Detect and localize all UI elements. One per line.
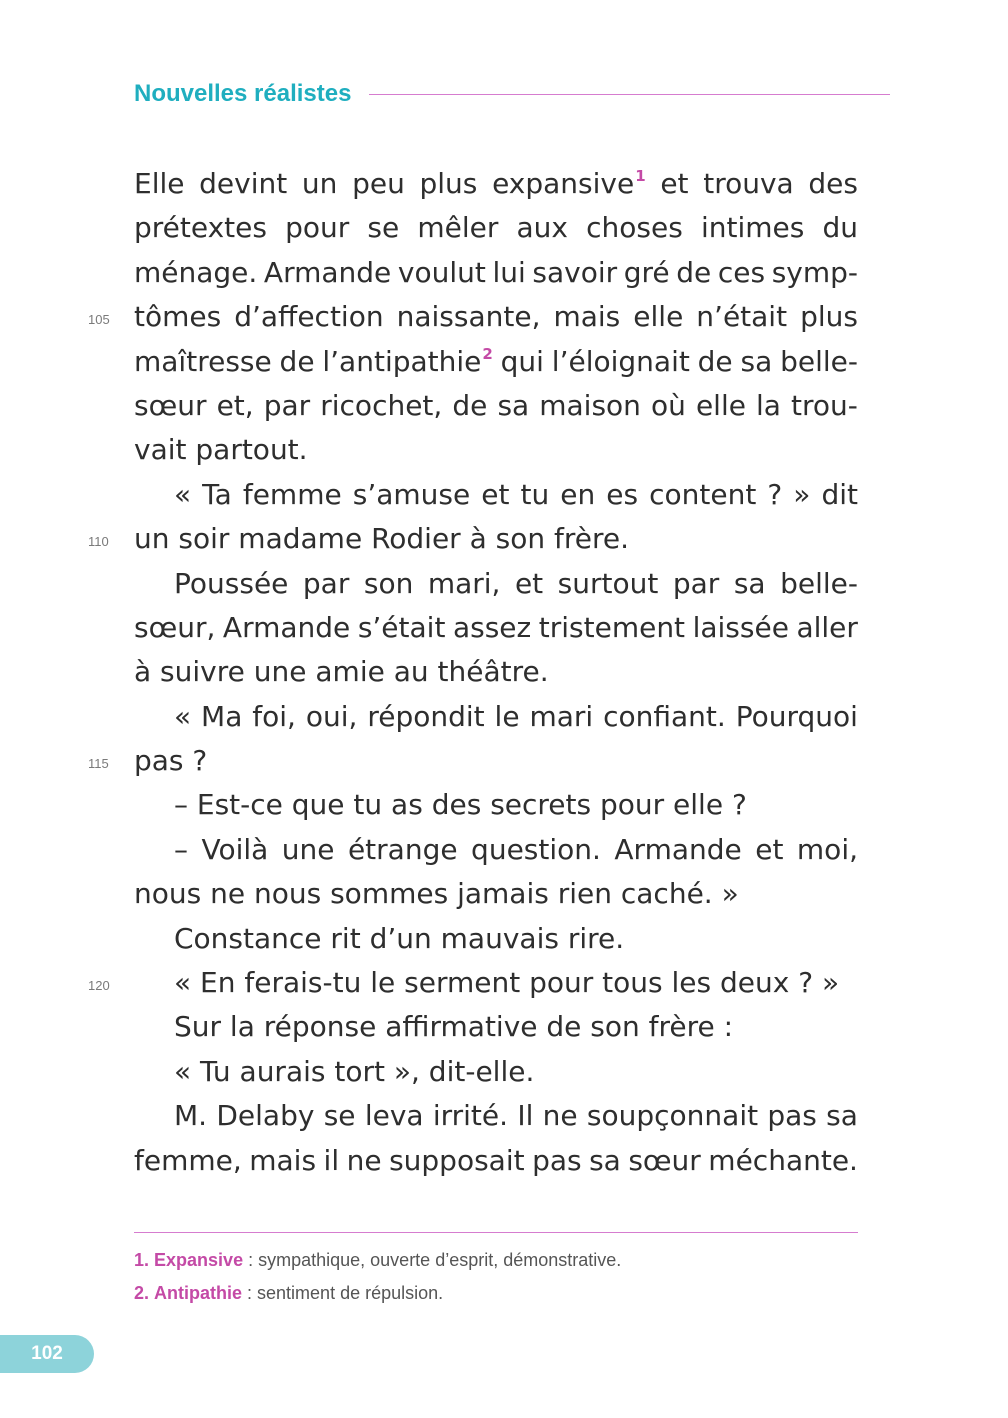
word: la bbox=[756, 388, 781, 422]
word: l’éloignait bbox=[551, 344, 690, 378]
word: tu bbox=[520, 477, 550, 511]
word: moi, bbox=[796, 832, 858, 866]
footnote-definition: : sentiment de répulsion. bbox=[242, 1283, 444, 1303]
line-text: nous ne nous sommes jamais rien caché. » bbox=[134, 877, 739, 911]
word: elle bbox=[695, 388, 746, 422]
word: Armande bbox=[222, 610, 351, 644]
word: elle bbox=[633, 300, 684, 334]
word: foi, bbox=[252, 699, 296, 733]
word: pour bbox=[285, 211, 350, 245]
section-title: Nouvelles réalistes bbox=[134, 80, 352, 107]
word: par bbox=[302, 566, 350, 600]
word: étrange bbox=[347, 832, 458, 866]
word: Delaby bbox=[216, 1099, 315, 1133]
word: de bbox=[676, 255, 712, 289]
line-number: 110 bbox=[88, 534, 109, 549]
word: surtout bbox=[557, 566, 659, 600]
page-number-tab bbox=[0, 1335, 94, 1373]
word: sœur bbox=[628, 1143, 701, 1177]
word: pas bbox=[532, 1143, 582, 1177]
word: mais bbox=[249, 1143, 317, 1177]
footnote-2 bbox=[134, 1279, 858, 1312]
line-number: 120 bbox=[88, 978, 110, 993]
word: symp- bbox=[771, 255, 858, 289]
word: Armande bbox=[614, 832, 742, 866]
word: Il bbox=[517, 1099, 534, 1133]
word: leva bbox=[364, 1099, 424, 1133]
text-line bbox=[134, 828, 858, 872]
word: Elle bbox=[134, 167, 185, 200]
word: des bbox=[808, 167, 858, 200]
footnote-term: Expansive bbox=[154, 1250, 244, 1270]
text-line bbox=[134, 1050, 858, 1094]
text-line bbox=[134, 650, 858, 694]
page-number: 102 bbox=[31, 1343, 63, 1364]
word: se bbox=[367, 211, 400, 245]
word: le bbox=[494, 699, 520, 733]
word: irrité. bbox=[432, 1099, 509, 1133]
word: Poussée bbox=[174, 566, 289, 600]
word: sœur, bbox=[134, 610, 216, 644]
word: prétextes bbox=[134, 211, 267, 245]
text-line bbox=[134, 1094, 858, 1138]
word: l’antipathie$^2$ bbox=[322, 344, 493, 378]
word: » bbox=[793, 477, 811, 511]
text-line bbox=[134, 162, 858, 206]
word: ne bbox=[346, 1143, 382, 1177]
word: s’amuse bbox=[352, 477, 471, 511]
line-text: Constance rit d’un mauvais rire. bbox=[174, 921, 625, 955]
line-text: Sur la réponse affirmative de son frère : bbox=[174, 1010, 734, 1044]
word: répondit bbox=[367, 699, 485, 733]
word: belle- bbox=[780, 344, 858, 378]
word: d’affection bbox=[234, 300, 384, 334]
word: de bbox=[697, 344, 733, 378]
word: femme, bbox=[134, 1143, 242, 1177]
footnote-number: 1. bbox=[134, 1250, 150, 1270]
word: intimes bbox=[700, 211, 805, 245]
running-header bbox=[134, 78, 890, 110]
word: Armande bbox=[263, 255, 392, 289]
word: et, bbox=[216, 388, 254, 422]
word: Ma bbox=[201, 699, 243, 733]
word: choses bbox=[586, 211, 683, 245]
word: es bbox=[606, 477, 639, 511]
footnotes bbox=[134, 1246, 858, 1312]
word: du bbox=[822, 211, 858, 245]
word: mari bbox=[529, 699, 594, 733]
word: un bbox=[301, 167, 338, 200]
word: aux bbox=[516, 211, 568, 245]
footnote-number: 2. bbox=[134, 1283, 150, 1303]
word: se bbox=[323, 1099, 356, 1133]
word: ? bbox=[767, 477, 783, 511]
word: sa bbox=[733, 566, 766, 600]
word: sa bbox=[589, 1143, 621, 1177]
footnote-term: Antipathie bbox=[154, 1283, 243, 1303]
word: supposait bbox=[389, 1143, 525, 1177]
text-line bbox=[134, 517, 858, 561]
line-text: « En ferais-tu le serment pour tous les deux ? » bbox=[174, 966, 840, 1000]
text-line bbox=[134, 206, 858, 250]
word: n’était bbox=[696, 300, 788, 334]
word: plus bbox=[800, 300, 858, 334]
word: ces bbox=[717, 255, 766, 289]
word: content bbox=[649, 477, 757, 511]
word: et bbox=[514, 566, 544, 600]
word: et bbox=[660, 167, 689, 200]
word: « bbox=[174, 477, 192, 511]
text-line bbox=[134, 295, 858, 339]
word: – bbox=[174, 832, 188, 866]
word: devint bbox=[199, 167, 288, 200]
word: savoir bbox=[532, 255, 618, 289]
word: Voilà bbox=[201, 832, 269, 866]
line-text: à suivre une amie au théâtre. bbox=[134, 655, 549, 689]
word: tristement bbox=[538, 610, 686, 644]
word: aller bbox=[796, 610, 858, 644]
word: lui bbox=[492, 255, 526, 289]
word: il bbox=[323, 1143, 340, 1177]
word: sœur bbox=[134, 388, 207, 422]
text-line bbox=[134, 384, 858, 428]
word: de bbox=[279, 344, 315, 378]
footnote-definition: : sympathique, ouverte d’esprit, démonstrative. bbox=[243, 1250, 622, 1270]
word: par bbox=[263, 388, 311, 422]
word: ménage. bbox=[134, 255, 258, 289]
word: sa bbox=[826, 1099, 858, 1133]
word: et bbox=[481, 477, 510, 511]
word: où bbox=[651, 388, 686, 422]
word: question. bbox=[471, 832, 601, 866]
word: son bbox=[363, 566, 414, 600]
header-rule bbox=[369, 94, 890, 95]
line-text: un soir madame Rodier à son frère. bbox=[134, 522, 630, 556]
word: ricochet, bbox=[320, 388, 443, 422]
word: ne bbox=[542, 1099, 578, 1133]
text-line bbox=[134, 428, 858, 472]
word: sa bbox=[497, 388, 530, 422]
footnote-ref[interactable]: 1 bbox=[635, 167, 646, 185]
word: une bbox=[281, 832, 335, 866]
text-line bbox=[134, 961, 858, 1005]
word: confiant. bbox=[603, 699, 726, 733]
text-line bbox=[134, 917, 858, 961]
word: oui, bbox=[305, 699, 358, 733]
word: « bbox=[174, 699, 192, 733]
word: de bbox=[452, 388, 488, 422]
word: voulut bbox=[397, 255, 486, 289]
word: gré bbox=[623, 255, 670, 289]
word: mêler bbox=[417, 211, 499, 245]
text-line bbox=[134, 473, 858, 517]
word: peu bbox=[352, 167, 405, 200]
text-line bbox=[134, 606, 858, 650]
word: sa bbox=[740, 344, 773, 378]
word: mais bbox=[553, 300, 621, 334]
word: méchante. bbox=[708, 1143, 858, 1177]
word: tômes bbox=[134, 300, 222, 334]
word: s’était bbox=[357, 610, 446, 644]
line-number: 115 bbox=[88, 756, 109, 771]
word: trouva bbox=[703, 167, 794, 200]
footnote-ref[interactable]: 2 bbox=[482, 344, 493, 363]
line-text: – Est-ce que tu as des secrets pour elle ? bbox=[174, 788, 747, 822]
word: naissante, bbox=[396, 300, 541, 334]
word: pas bbox=[767, 1099, 817, 1133]
word: mari, bbox=[427, 566, 501, 600]
text-line bbox=[134, 1005, 858, 1049]
text-line bbox=[134, 783, 858, 827]
word: laissée bbox=[692, 610, 789, 644]
text-line bbox=[134, 872, 858, 916]
text-line bbox=[134, 251, 858, 295]
body-text bbox=[134, 162, 858, 1183]
word: dit bbox=[821, 477, 858, 511]
word: maison bbox=[539, 388, 641, 422]
word: trou- bbox=[791, 388, 858, 422]
line-text: « Tu aurais tort », dit-elle. bbox=[174, 1054, 535, 1088]
word: et bbox=[755, 832, 784, 866]
line-text: pas ? bbox=[134, 744, 208, 778]
word: qui bbox=[500, 344, 544, 378]
word: expansive$^1$ bbox=[492, 167, 646, 200]
line-number: 105 bbox=[88, 312, 110, 327]
footnote-1 bbox=[134, 1246, 858, 1279]
text-line bbox=[134, 739, 858, 783]
text-line bbox=[134, 562, 858, 606]
word: Pourquoi bbox=[735, 699, 858, 733]
text-line bbox=[134, 1139, 858, 1183]
word: maîtresse bbox=[134, 344, 272, 378]
word: plus bbox=[419, 167, 478, 200]
text-line bbox=[134, 340, 858, 384]
word: en bbox=[560, 477, 596, 511]
word: belle- bbox=[780, 566, 858, 600]
word: assez bbox=[452, 610, 532, 644]
word: M. bbox=[174, 1099, 208, 1133]
word: femme bbox=[242, 477, 342, 511]
word: Ta bbox=[202, 477, 232, 511]
word: par bbox=[672, 566, 720, 600]
word: soupçonnait bbox=[586, 1099, 759, 1133]
text-line bbox=[134, 695, 858, 739]
footnote-rule bbox=[134, 1232, 858, 1233]
line-text: vait partout. bbox=[134, 433, 308, 467]
